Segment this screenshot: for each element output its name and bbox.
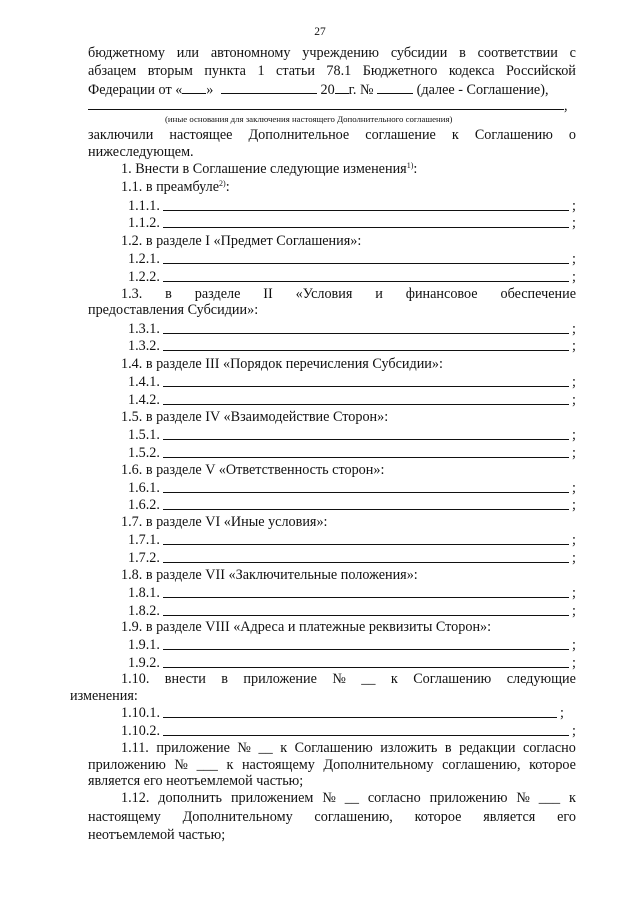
fill-label: 1.9.2.	[128, 655, 160, 671]
fill-end: ;	[572, 445, 576, 461]
word: Соглашению	[294, 740, 373, 756]
word: в	[221, 671, 228, 687]
intro-line-5	[88, 126, 576, 144]
word: «Условия	[295, 286, 353, 302]
fill-blank	[163, 491, 569, 493]
word: №	[174, 757, 188, 773]
fill-end: ;	[572, 550, 576, 566]
fill-label: 1.6.1.	[128, 480, 160, 496]
year-blank	[335, 80, 349, 94]
section-1-7-heading: 1.7. в разделе VI «Иные условия»:	[121, 514, 328, 530]
fill-line-1-2-1	[128, 250, 576, 268]
word: соглашению,	[314, 809, 393, 825]
date-prefix: Федерации от «	[88, 82, 183, 98]
fill-end: ;	[572, 374, 576, 390]
word: субсидии	[390, 45, 448, 61]
word: к	[568, 790, 576, 806]
word: соответствии	[477, 45, 558, 61]
word: обеспечение	[500, 286, 576, 302]
word: настоящему	[241, 757, 315, 773]
fill-blank	[163, 596, 569, 598]
word: 78.1	[326, 63, 352, 79]
intro-line-6: нижеследующем.	[88, 144, 194, 160]
word: финансовое	[405, 286, 478, 302]
number-blank	[377, 80, 413, 94]
word: изложить	[380, 740, 438, 756]
footnote-ref: 1)	[406, 161, 414, 170]
word: к	[451, 127, 459, 143]
fill-line-1-5-1	[128, 426, 576, 444]
fill-line-1-6-2	[128, 496, 576, 514]
section-1-4-heading: 1.4. в разделе III «Порядок перечисления Субсидии»:	[121, 356, 443, 372]
fill-blank	[163, 226, 569, 228]
section-1-1-text: 1.1. в преамбуле	[121, 179, 220, 195]
fill-blank	[163, 543, 569, 545]
fill-end: ;	[572, 585, 576, 601]
fill-line-1-7-1	[128, 531, 576, 549]
word: №	[237, 740, 251, 756]
section-1-6-heading: 1.6. в разделе V «Ответственность сторон»:	[121, 462, 385, 478]
fill-label: 1.1.2.	[128, 215, 160, 231]
fill-line-1-9-1	[128, 636, 576, 654]
fill-label: 1.4.2.	[128, 392, 160, 408]
fill-label: 1.2.1.	[128, 251, 160, 267]
fill-end: ;	[572, 215, 576, 231]
fill-line-1-2-2	[128, 268, 576, 286]
fill-end: ;	[572, 321, 576, 337]
colon: :	[225, 179, 230, 195]
word: следующие	[506, 671, 576, 687]
word: №	[516, 790, 530, 806]
fill-end: ;	[560, 705, 564, 721]
fill-end: ;	[572, 427, 576, 443]
item-1-10-line-1	[121, 670, 576, 688]
word: 1.3.	[121, 286, 143, 302]
word: согласно	[523, 740, 576, 756]
fill-end: ;	[572, 251, 576, 267]
fill-label: 1.8.1.	[128, 585, 160, 601]
section-1-2-heading: 1.2. в разделе I «Предмет Соглашения»:	[121, 233, 362, 249]
item-1-12-line-2	[88, 808, 576, 826]
word: внести	[164, 671, 206, 687]
fill-line-1-3-1	[128, 320, 576, 338]
word: Российской	[505, 63, 576, 79]
fill-end: ;	[572, 392, 576, 408]
word: Дополнительное	[248, 127, 350, 143]
word: которое	[414, 809, 462, 825]
word: настоящее	[169, 127, 233, 143]
word: к	[226, 757, 234, 773]
fill-blank	[163, 508, 569, 510]
word: ___	[196, 757, 218, 773]
month-blank	[221, 80, 317, 94]
comma: ,	[564, 98, 568, 114]
colon: :	[413, 161, 418, 177]
fill-label: 1.5.1.	[128, 427, 160, 443]
fill-label: 1.1.1.	[128, 198, 160, 214]
section-1-8-heading: 1.8. в разделе VII «Заключительные положения»:	[121, 567, 418, 583]
word: №	[332, 671, 346, 687]
word: учреждению	[302, 45, 379, 61]
word: заключили	[88, 127, 154, 143]
word: II	[263, 286, 273, 302]
item-1-12-line-1	[121, 789, 576, 807]
word: 1.11.	[121, 740, 149, 756]
fill-line-1-5-2	[128, 444, 576, 462]
fill-line-1-3-2	[128, 337, 576, 355]
word: приложением	[230, 790, 314, 806]
word: с	[569, 45, 576, 61]
fill-label: 1.8.2.	[128, 603, 160, 619]
fill-label: 1.9.1.	[128, 637, 160, 653]
word: о	[568, 127, 576, 143]
fill-label: 1.10.2.	[121, 723, 161, 739]
fill-end: ;	[572, 198, 576, 214]
fill-end: ;	[572, 269, 576, 285]
fill-line-1-10-1	[121, 704, 564, 722]
fill-end: ;	[572, 532, 576, 548]
fill-label: 1.6.2.	[128, 497, 160, 513]
word: которое	[529, 757, 576, 773]
word: настоящему	[88, 809, 161, 825]
fill-blank	[163, 349, 569, 351]
word: приложение	[243, 671, 317, 687]
word: 1	[257, 63, 265, 79]
word: __	[361, 671, 376, 687]
fill-line-1-8-1	[128, 584, 576, 602]
intro-line-1	[88, 44, 576, 62]
word: Дополнительному	[323, 757, 434, 773]
fill-end: ;	[572, 497, 576, 513]
fill-blank	[163, 385, 569, 387]
fill-label: 1.2.2.	[128, 269, 160, 285]
word: Дополнительному	[182, 809, 293, 825]
section-1-3-heading-cont: предоставления Субсидии»:	[88, 302, 259, 318]
word: 1.10.	[121, 671, 150, 687]
date-quote: »	[206, 82, 214, 98]
fill-blank	[163, 614, 569, 616]
fill-line-1-4-1	[128, 373, 576, 391]
footnote-ref: 2)	[219, 179, 226, 188]
further-agreement: (далее - Соглашение),	[416, 82, 549, 98]
fill-blank	[163, 456, 569, 458]
section-1-1-heading	[121, 178, 230, 196]
page-number: 27	[314, 26, 326, 38]
fill-blank	[163, 716, 557, 718]
fill-line-1-4-2	[128, 391, 576, 409]
word: соглашение	[365, 127, 436, 143]
intro-line-4	[88, 96, 576, 114]
number-label: г. №	[348, 82, 374, 98]
fill-end: ;	[572, 655, 576, 671]
word: к	[390, 671, 398, 687]
fill-blank	[163, 734, 569, 736]
fill-line-1-1-2	[128, 214, 576, 232]
word: №	[322, 790, 336, 806]
word: соглашению,	[442, 757, 521, 773]
word: автономному	[210, 45, 291, 61]
section-1-9-heading: 1.9. в разделе VIII «Адреса и платежные реквизиты Сторон»:	[121, 619, 492, 635]
fill-line-1-7-2	[128, 549, 576, 567]
word: является	[483, 809, 536, 825]
word: абзацем	[88, 63, 137, 79]
fill-line-1-6-1	[128, 479, 576, 497]
fill-line-1-10-2	[121, 722, 576, 740]
day-blank	[182, 80, 206, 94]
word: дополнить	[158, 790, 223, 806]
year-prefix: 20	[320, 82, 335, 98]
other-grounds-caption: (иные основания для заключения настоящего Дополнительного соглашения)	[165, 114, 453, 124]
fill-label: 1.7.1.	[128, 532, 160, 548]
word: ___	[538, 790, 561, 806]
word: приложению	[88, 757, 166, 773]
word: бюджетному	[88, 45, 165, 61]
word: Соглашению	[413, 671, 492, 687]
word: 1.12.	[121, 790, 150, 806]
fill-blank	[163, 280, 569, 282]
fill-blank	[163, 209, 569, 211]
word: в	[165, 286, 172, 302]
word: __	[258, 740, 273, 756]
word: Соглашению	[474, 127, 553, 143]
fill-blank	[163, 438, 569, 440]
fill-label: 1.7.2.	[128, 550, 160, 566]
other-grounds-blank	[88, 96, 564, 110]
fill-end: ;	[572, 723, 576, 739]
fill-blank	[163, 403, 569, 405]
fill-end: ;	[572, 338, 576, 354]
word: согласно	[367, 790, 421, 806]
word: статьи	[276, 63, 315, 79]
fill-label: 1.4.1.	[128, 374, 160, 390]
section-1-5-heading: 1.5. в разделе IV «Взаимодействие Сторон»:	[121, 409, 389, 425]
fill-blank	[163, 332, 569, 334]
word: редакции	[459, 740, 516, 756]
word: разделе	[194, 286, 241, 302]
word: к	[280, 740, 288, 756]
fill-label: 1.10.1.	[121, 705, 161, 721]
fill-blank	[163, 561, 569, 563]
word: пункта	[204, 63, 246, 79]
fill-label: 1.5.2.	[128, 445, 160, 461]
word: или	[176, 45, 199, 61]
fill-line-1-1-1	[128, 197, 576, 215]
item-1-text: 1. Внести в Соглашение следующие изменения	[121, 161, 407, 177]
fill-end: ;	[572, 603, 576, 619]
word: в	[459, 45, 466, 61]
item-1-heading	[121, 160, 417, 178]
word: приложение	[156, 740, 230, 756]
word: и	[375, 286, 383, 302]
item-1-10-line-2: изменения:	[70, 688, 138, 704]
fill-end: ;	[572, 637, 576, 653]
fill-label: 1.3.2.	[128, 338, 160, 354]
fill-end: ;	[572, 480, 576, 496]
word: __	[344, 790, 359, 806]
word: вторым	[147, 63, 193, 79]
word: кодекса	[448, 63, 495, 79]
fill-blank	[163, 648, 569, 650]
intro-line-2	[88, 62, 576, 80]
item-1-11-line-3: является его неотъемлемой частью;	[88, 773, 304, 789]
fill-blank	[163, 666, 569, 668]
word: в	[444, 740, 452, 756]
fill-blank	[163, 262, 569, 264]
word: его	[557, 809, 576, 825]
word: приложению	[429, 790, 508, 806]
word: Бюджетного	[362, 63, 438, 79]
fill-label: 1.3.1.	[128, 321, 160, 337]
item-1-11-line-1	[121, 739, 576, 757]
item-1-12-line-3: неотъемлемой частью;	[88, 827, 226, 843]
